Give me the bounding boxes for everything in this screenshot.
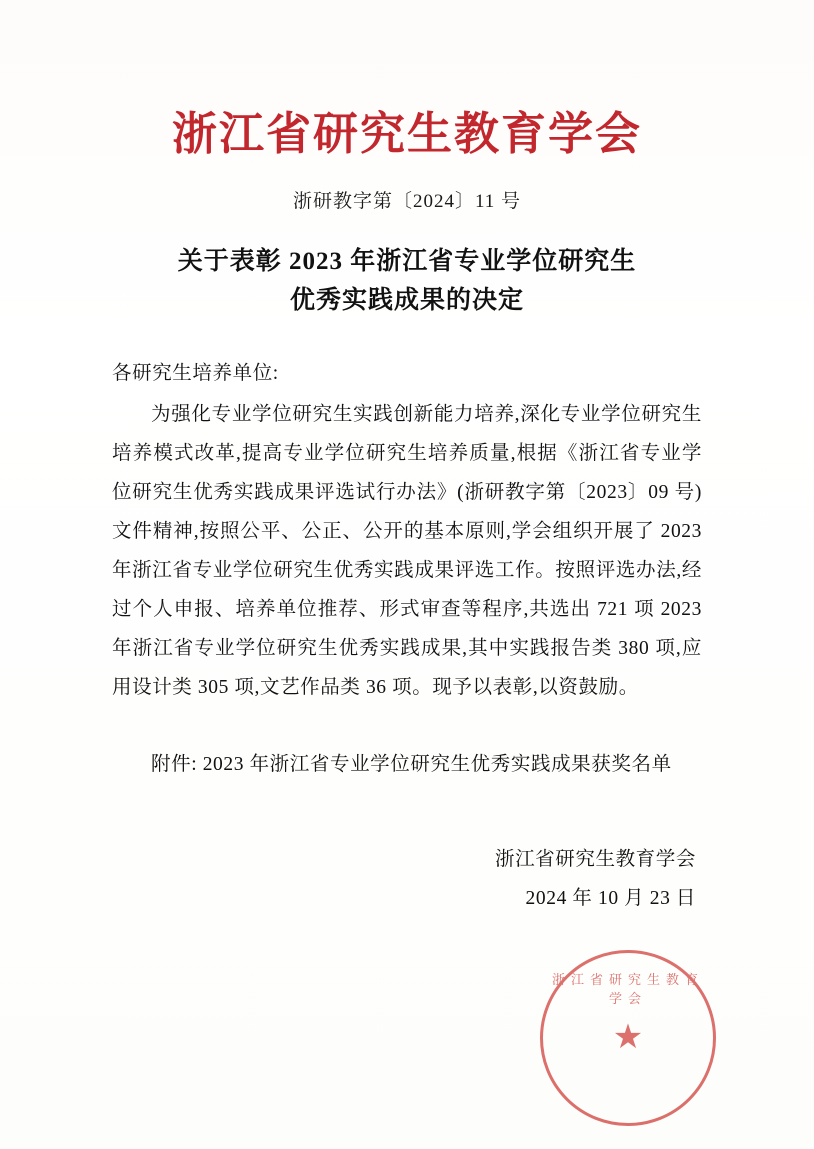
seal-star-icon: ★: [612, 1019, 644, 1056]
page-title-line-1: 关于表彰 2023 年浙江省专业学位研究生: [177, 247, 637, 275]
page-title: [112, 243, 702, 321]
page-title-line-2: 优秀实践成果的决定: [289, 286, 524, 314]
signature-organization: 浙江省研究生教育学会: [494, 849, 696, 871]
body-paragraph: 为强化专业学位研究生实践创新能力培养,深化专业学位研究生培养模式改革,提高专业学位研究生培养质量,根据《浙江省专业学位研究生优秀实践成果评选试行办法》(浙研教字第〔2023〕09 号)文件精神,按照公平、公正、公开的基本原则,学会组织开展了 2023 年浙江省专业学位研究生优秀实践成果评选工作。按照评选办法,经过个人申报、培养单位推荐、形式审查等程序,共选出 721 项 2023 年浙江省专业学位研究生优秀实践成果,其中实践报告类 380 项,应用设计类 305 项,文艺作品类 36 项。现予以表彰,以资鼓励。: [112, 404, 702, 699]
document-header: [112, 0, 702, 320]
official-seal-icon: [540, 950, 716, 1126]
attachment-note: 附件: 2023 年浙江省专业学位研究生优秀实践成果获奖名单: [151, 754, 672, 776]
signature-date: 2024 年 10 月 23 日: [525, 888, 696, 910]
signature-block: [112, 840, 702, 918]
seal-top-text: 浙江省研究生教育学会: [551, 972, 704, 1006]
document-number: 浙研教字第〔2024〕11 号: [292, 190, 522, 212]
issuing-organization-title: 浙江省研究生教育学会: [171, 107, 642, 160]
salutation: 各研究生培养单位:: [112, 363, 279, 385]
document-body: [112, 354, 702, 784]
